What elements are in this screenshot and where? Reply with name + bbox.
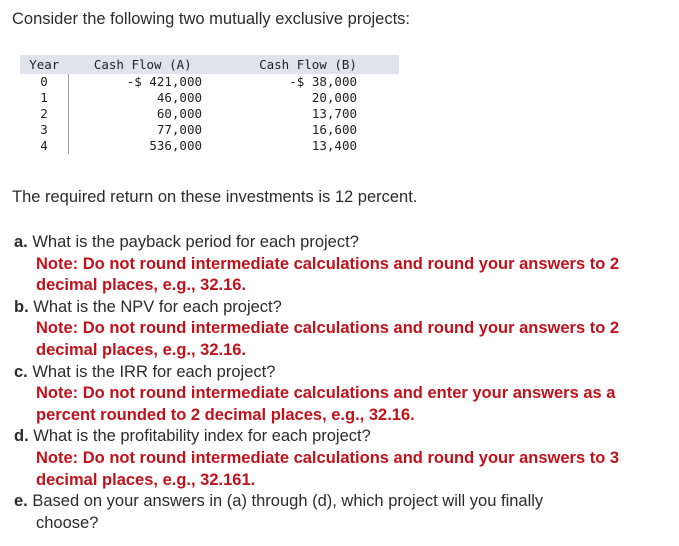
cash-flow-table <box>20 55 400 154</box>
table-row <box>20 138 399 154</box>
year-cell: 1 <box>20 90 69 106</box>
question-letter: c. <box>14 362 28 381</box>
question-note: Note: Do not round intermediate calculations and round your answers to 2 decimal places, e.g., 32.16. <box>36 254 620 295</box>
required-return-text: The required return on these investments is 12 percent. <box>12 188 418 206</box>
cash-flow-a-cell: -$ 421,000 <box>126 74 202 89</box>
question-letter: e. <box>14 492 28 511</box>
question-text: What is the NPV for each project? <box>33 297 282 316</box>
year-cell: 3 <box>20 122 69 138</box>
table-row <box>20 106 399 122</box>
question-note: Note: Do not round intermediate calculations and round your answers to 3 decimal places, e.g., 32.161. <box>36 448 620 489</box>
question-text: What is the IRR for each project? <box>32 362 276 381</box>
table-row <box>20 122 399 138</box>
year-cell: 0 <box>20 74 69 90</box>
question-b <box>14 297 674 362</box>
question-a <box>14 232 674 297</box>
header-cash-flow-a: Cash Flow (A) <box>69 55 218 74</box>
question-letter: a. <box>14 233 28 251</box>
question-text-continued: choose? <box>36 513 99 532</box>
question-note: Note: Do not round intermediate calculations and enter your answers as a percent rounded to 2 decimal places, e.g., 32.16. <box>36 384 616 424</box>
question-text: What is the profitability index for each project? <box>33 427 371 446</box>
cash-flow-b-cell: 20,000 <box>311 90 357 105</box>
table-header-row <box>20 55 399 74</box>
cash-flow-a-cell: 46,000 <box>156 90 202 105</box>
question-text: What is the payback period for each project? <box>32 233 359 251</box>
header-cash-flow-b: Cash Flow (B) <box>217 55 399 74</box>
table-row <box>20 74 399 90</box>
cash-flow-a-cell: 536,000 <box>149 138 202 153</box>
cash-flow-a-cell: 77,000 <box>156 122 202 137</box>
header-year: Year <box>20 55 69 74</box>
question-note: Note: Do not round intermediate calculations and round your answers to 2 decimal places, e.g., 32.16. <box>36 319 620 359</box>
question-letter: b. <box>14 297 29 316</box>
cash-flow-b-cell: 13,400 <box>311 138 357 153</box>
cash-flow-a-cell: 60,000 <box>156 106 202 121</box>
cash-flow-b-cell: 13,700 <box>311 106 357 121</box>
question-c <box>14 362 674 427</box>
question-d <box>14 426 674 491</box>
year-cell: 2 <box>20 106 69 122</box>
question-e <box>14 491 674 534</box>
cash-flow-b-cell: 16,600 <box>311 122 357 137</box>
question-list <box>14 232 674 534</box>
question-text: Based on your answers in (a) through (d), which project will you finally <box>32 492 544 511</box>
cash-flow-b-cell: -$ 38,000 <box>289 74 357 89</box>
intro-text: Consider the following two mutually exclusive projects: <box>12 10 411 28</box>
question-letter: d. <box>14 427 29 446</box>
table-row <box>20 90 399 106</box>
year-cell: 4 <box>20 138 69 154</box>
